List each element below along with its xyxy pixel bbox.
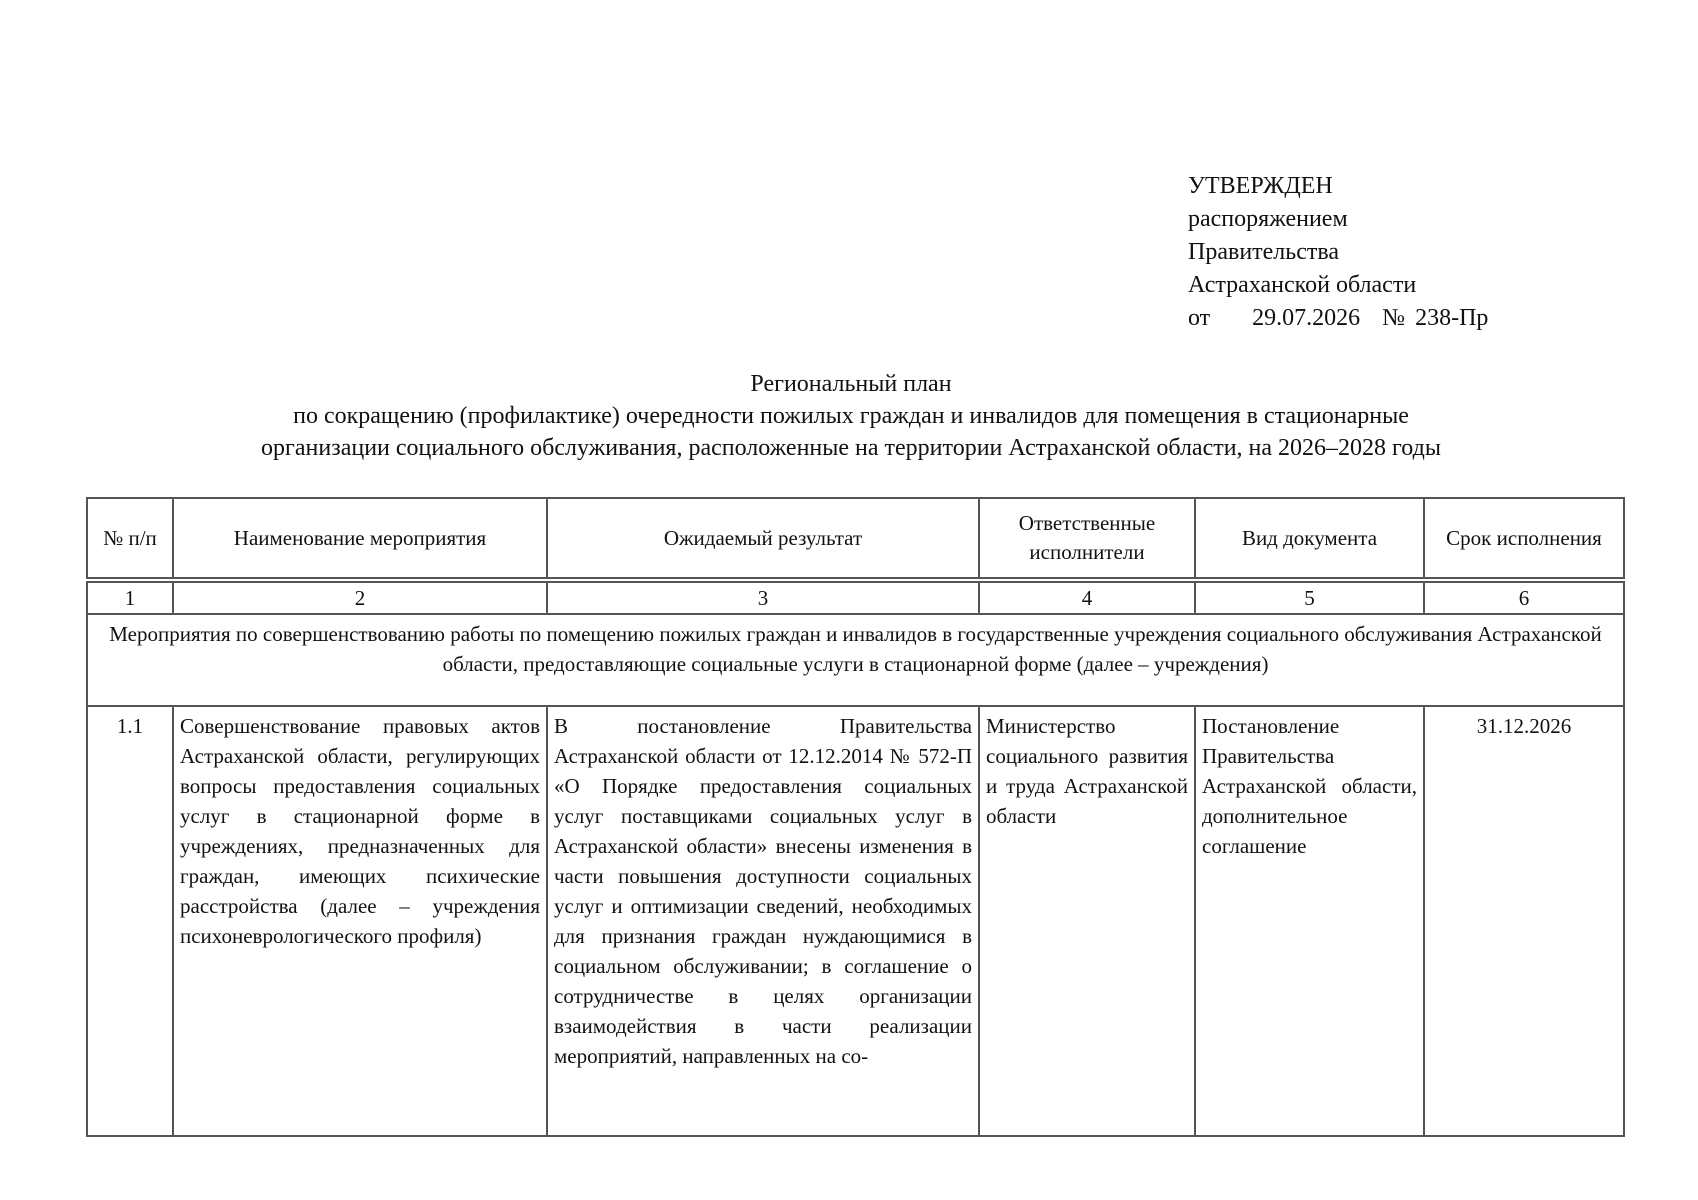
row-name: Совершенствование правовых актов Астраханской области, регулирующих вопросы предоставления социальных услуг в стационарной форме в учреждениях, предназначенных для граждан, имеющих психические расстройства (далее – учреждения психоневрологического профиля) xyxy=(173,706,547,1136)
header-num: № п/п xyxy=(87,498,173,578)
header-executors: Ответственные исполнители xyxy=(979,498,1195,578)
column-number-5: 5 xyxy=(1195,582,1424,614)
row-executors: Министерство социального развития и труда Астраханской области xyxy=(979,706,1195,1136)
table-row xyxy=(87,706,1624,1136)
title-line-3: организации социального обслуживания, расположенные на территории Астраханской области, на 2026–2028 годы xyxy=(261,435,1441,461)
approval-block xyxy=(1188,170,1488,335)
approval-from-label: от xyxy=(1188,305,1211,331)
document-title xyxy=(110,368,1592,464)
column-number-4: 4 xyxy=(979,582,1195,614)
column-number-1: 1 xyxy=(87,582,173,614)
title-line-1: Региональный план xyxy=(750,371,952,397)
header-deadline: Срок исполнения xyxy=(1424,498,1624,578)
approval-line-1: распоряжением xyxy=(1188,206,1348,232)
table-header-row xyxy=(87,498,1624,578)
header-doc-type: Вид документа xyxy=(1195,498,1424,578)
approval-line-3: Астраханской области xyxy=(1188,272,1417,298)
approval-title: УТВЕРЖДЕН xyxy=(1188,173,1333,199)
approval-number: 238-Пр xyxy=(1415,305,1489,331)
approval-date-line xyxy=(1188,302,1488,335)
row-num: 1.1 xyxy=(87,706,173,1136)
row-result: В постановление Правительства Астраханской области от 12.12.2014 № 572-П «О Порядке предоставления социальных услуг поставщиками социальных услуг в Астраханской области» внесены изменения в части повышения доступности социальных услуг и оптимизации сведений, необходимых для признания граждан нуждающимися в социальном обслуживании; в соглашение о сотрудничестве в целях организации взаимодействия в части реализации мероприятий, направленных на со- xyxy=(547,706,979,1136)
approval-number-label: № xyxy=(1382,305,1406,331)
section-title: Мероприятия по совершенствованию работы по помещению пожилых граждан и инвалидов в государственные учреждения социального обслуживания Астраханской области, предоставляющие социальные услуги в стационарной форме (далее – учреждения) xyxy=(87,614,1624,706)
section-row xyxy=(87,614,1624,706)
approval-line-2: Правительства xyxy=(1188,239,1340,265)
column-number-row xyxy=(87,582,1624,614)
plan-table xyxy=(86,497,1625,1137)
column-number-3: 3 xyxy=(547,582,979,614)
approval-date: 29.07.2026 xyxy=(1252,305,1361,331)
header-name: Наименование мероприятия xyxy=(173,498,547,578)
header-result: Ожидаемый результат xyxy=(547,498,979,578)
column-number-6: 6 xyxy=(1424,582,1624,614)
row-deadline: 31.12.2026 xyxy=(1424,706,1624,1136)
column-number-2: 2 xyxy=(173,582,547,614)
row-doc-type: Постановление Правительства Астраханской области, дополнительное соглашение xyxy=(1195,706,1424,1136)
title-line-2: по сокращению (профилактике) очередности пожилых граждан и инвалидов для помещения в стационарные xyxy=(293,403,1409,429)
